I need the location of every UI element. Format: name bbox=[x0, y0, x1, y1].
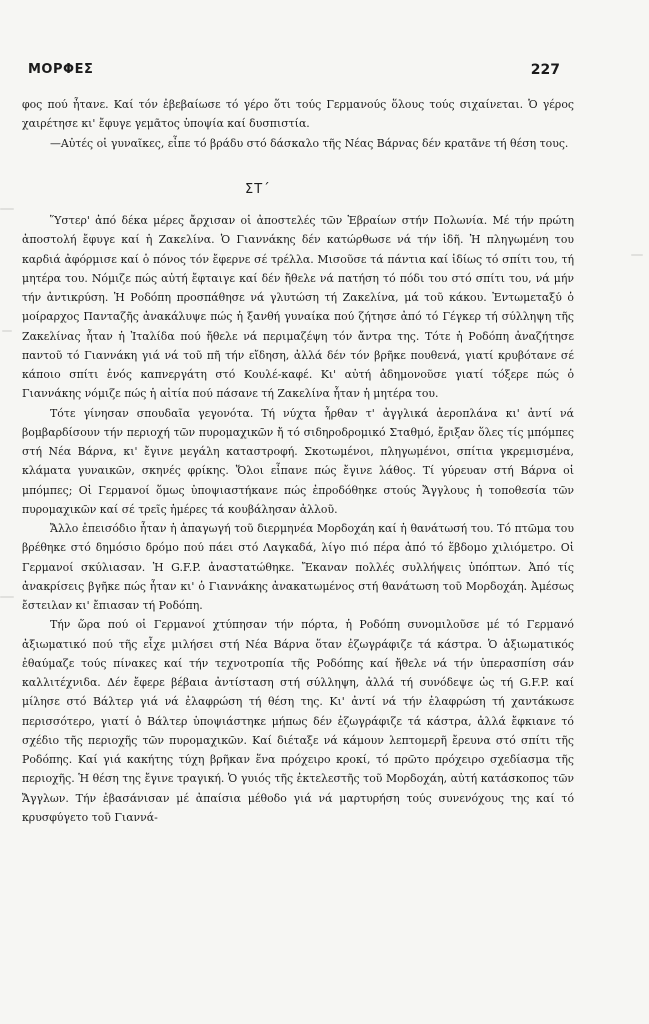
scan-noise bbox=[2, 330, 12, 332]
chapter-text bbox=[22, 211, 574, 827]
journal-title: ΜΟΡΦΕΣ bbox=[28, 62, 94, 77]
section-heading: ΣΤ΄ bbox=[245, 182, 271, 197]
paragraph: Ὕστερ' ἀπό δέκα μέρες ἄρχισαν οἱ ἀποστελές τῶν Ἑβραίων στήν Πολωνία. Μέ τήν πρώτη ἀποστολή ἔφυγε καί ἡ Ζακελίνα. Ὁ Γιαννάκης δέν κατώρθωσε νά τήν ἰδῆ. Ἡ πληγωμένη του καρδιά ἀφόρμισε καί ὁ πόνος τόν ἔφερνε σέ τρέλλα. Μισοῦσε τά πάντια καί ἰδίως τό σπίτι του, τή μητέρα του. Νόμιζε πώς αὐτή ἔφταιγε καί δέν ἤθελε νά πατήση τό πόδι του στό σπίτι του, νά μήν τήν ἀντικρύση. Ἡ Ροδόπη προσπάθησε νά γλυτώση τή Ζακελίνα, μά τοῦ κάκου. Ἐντωμεταξύ ὁ μοίραρχος Πανταζῆς ἀνακάλυψε πώς ἡ ξανθή γυναίκα πού ζήτησε ἀπό τό Γέγκερ τή σύλληψη τῆς Ζακελίνας ἦταν ἡ Ἰταλίδα πού ἤθελε νά περιμαζέψη τόν ἄντρα της. Τότε ἡ Ροδόπη ἀναζήτησε παντοῦ τό Γιαννάκη γιά νά τοῦ πῆ τήν εἴδηση, ἀλλά δέν τόν βρῆκε πουθενά, γιατί κρυβότανε σέ κάποιο σπίτι ἑνός καπνεργάτη στό Κουλέ-καφέ. Κι' αὐτή ἀδημονοῦσε γιατί τόξερε πώς ὁ Γιαννάκης νόμιζε πώς ἡ αἰτία πού πάσανε τή Ζακελίνα ἦταν ἡ μητέρα του. bbox=[22, 214, 574, 401]
paragraph: φος πού ἦτανε. Καί τόν ἐβεβαίωσε τό γέρο ὅτι τούς Γερμανούς ὅλους τούς σιχαίνεται. Ὁ γέρος χαιρέτησε κι' ἔφυγε γεμᾶτος ὑποψία καί δυσπιστία. bbox=[22, 98, 574, 131]
page-number: 227 bbox=[530, 62, 560, 78]
scan-noise bbox=[0, 596, 14, 598]
paragraph: —Αὐτές οἱ γυναῖκες, εἶπε τό βράδυ στό δάσκαλο τῆς Νέας Βάρνας δέν κρατᾶνε τή θέση τους. bbox=[50, 136, 569, 150]
paragraph: Τότε γίνησαν σπουδαῖα γεγονότα. Τή νύχτα ἦρθαν τ' ἀγγλικά ἀεροπλάνα κι' ἀντί νά βομβαρδίσουν τήν περιοχή τῶν πυρομαχικῶν ἤ τό σιδηροδρομικό Σταθμό, ἔριξαν ὅλες τίς μπόμπες στή Νέα Βάρνα, κι' ἔγινε μεγάλη καταστροφή. Σκοτωμένοι, πληγωμένοι, σπίτια γκρεμισμένα, κλάματα γυναικῶν, σκηνές φρίκης. Ὅλοι εἶπανε πώς ἔγινε λάθος. Τί γύρευαν στή Βάρνα οἱ μπόμπες; Οἱ Γερμανοί ὅμως ὑποψιαστήκανε πώς ἐπροδόθηκε στούς Ἄγγλους ἡ τοποθεσία τῶν πυρομαχικῶν καί σέ τρεῖς ἡμέρες τά κουβάλησαν ἀλλοῦ. bbox=[22, 406, 574, 516]
paragraph: Ἄλλο ἐπεισόδιο ἦταν ἡ ἀπαγωγή τοῦ διερμηνέα Μορδοχάη καί ἡ θανάτωσή του. Τό πτῶμα του βρέθηκε στό δημόσιο δρόμο πού πάει στό Λαγκαδά, λίγο πιό πέρα ἀπό τό ἕβδομο χιλιόμετρο. Οἱ Γερμανοί σκύλιασαν. Ἡ G.F.P. ἀναστατώθηκε. Ἔκαναν πολλές συλλήψεις ὑπόπτων. Ἀπό τίς ἀνακρίσεις βγῆκε πώς ἦταν κι' ὁ Γιαννάκης ἀνακατωμένος στή θανάτωση τοῦ Μορδοχάη. Ἀμέσως ἔστειλαν κι' ἔπιασαν τή Ροδόπη. bbox=[22, 522, 574, 612]
running-head bbox=[28, 62, 560, 84]
paragraph: Τήν ὥρα πού οἱ Γερμανοί χτύπησαν τήν πόρτα, ἡ Ροδόπη συνομιλοῦσε μέ τό Γερμανό ἀξιωματικό πού τῆς εἶχε μιλήσει στή Νέα Βάρνα ὅταν ἐζωγράφιζε τά κάστρα. Ὁ ἀξιωματικός ἐθαύμαζε τούς πίνακες καί τήν τεχνοτροπία τῆς Ροδόπης καί ἤθελε νά τήν ὑπερασπίση σάν καλλιτέχνιδα. Δέν ἔφερε βέβαια ἀντίσταση στή σύλληψη, ἀλλά τή συνόδεψε ὡς τή G.F.P. καί μίλησε στό Βάλτερ γιά νά ἐλαφρώση τή θέση της. Κι' ἀντί νά τήν ἐλαφρώση τή χαντάκωσε περισσότερο, γιατί ὁ Βάλτερ ὑποψιάστηκε μήπως δέν ἐζωγράφιζε τά κάστρα, ἀλλά ἔφκιανε τό σχέδιο τῆς περιοχῆς τῶν πυρομαχικῶν. Καί διέταξε νά κάμουν λεπτομερῆ ἔρευνα στό σπίτι τῆς Ροδόπης. Καί γιά κακήτης τύχη βρῆκαν ἕνα πρόχειρο κροκί, τό πρῶτο πρόχειρο σχεδίασμα τῆς περιοχῆς. Ἡ θέση της ἔγινε τραγική. Ὁ γυιός τῆς ἐκτελεστῆς τοῦ Μορδοχάη, αὐτή κατάσκοπος τῶν Ἄγγλων. Τήν ἐβασάνισαν μέ ἀπαίσια μέθοδο γιά νά μαρτυρήση τούς συνενόχους της καί τό κρυσφύγετο τοῦ Γιαννά- bbox=[22, 618, 574, 824]
scan-noise bbox=[0, 208, 14, 210]
scan-noise bbox=[631, 254, 643, 256]
intro-text bbox=[22, 95, 574, 153]
